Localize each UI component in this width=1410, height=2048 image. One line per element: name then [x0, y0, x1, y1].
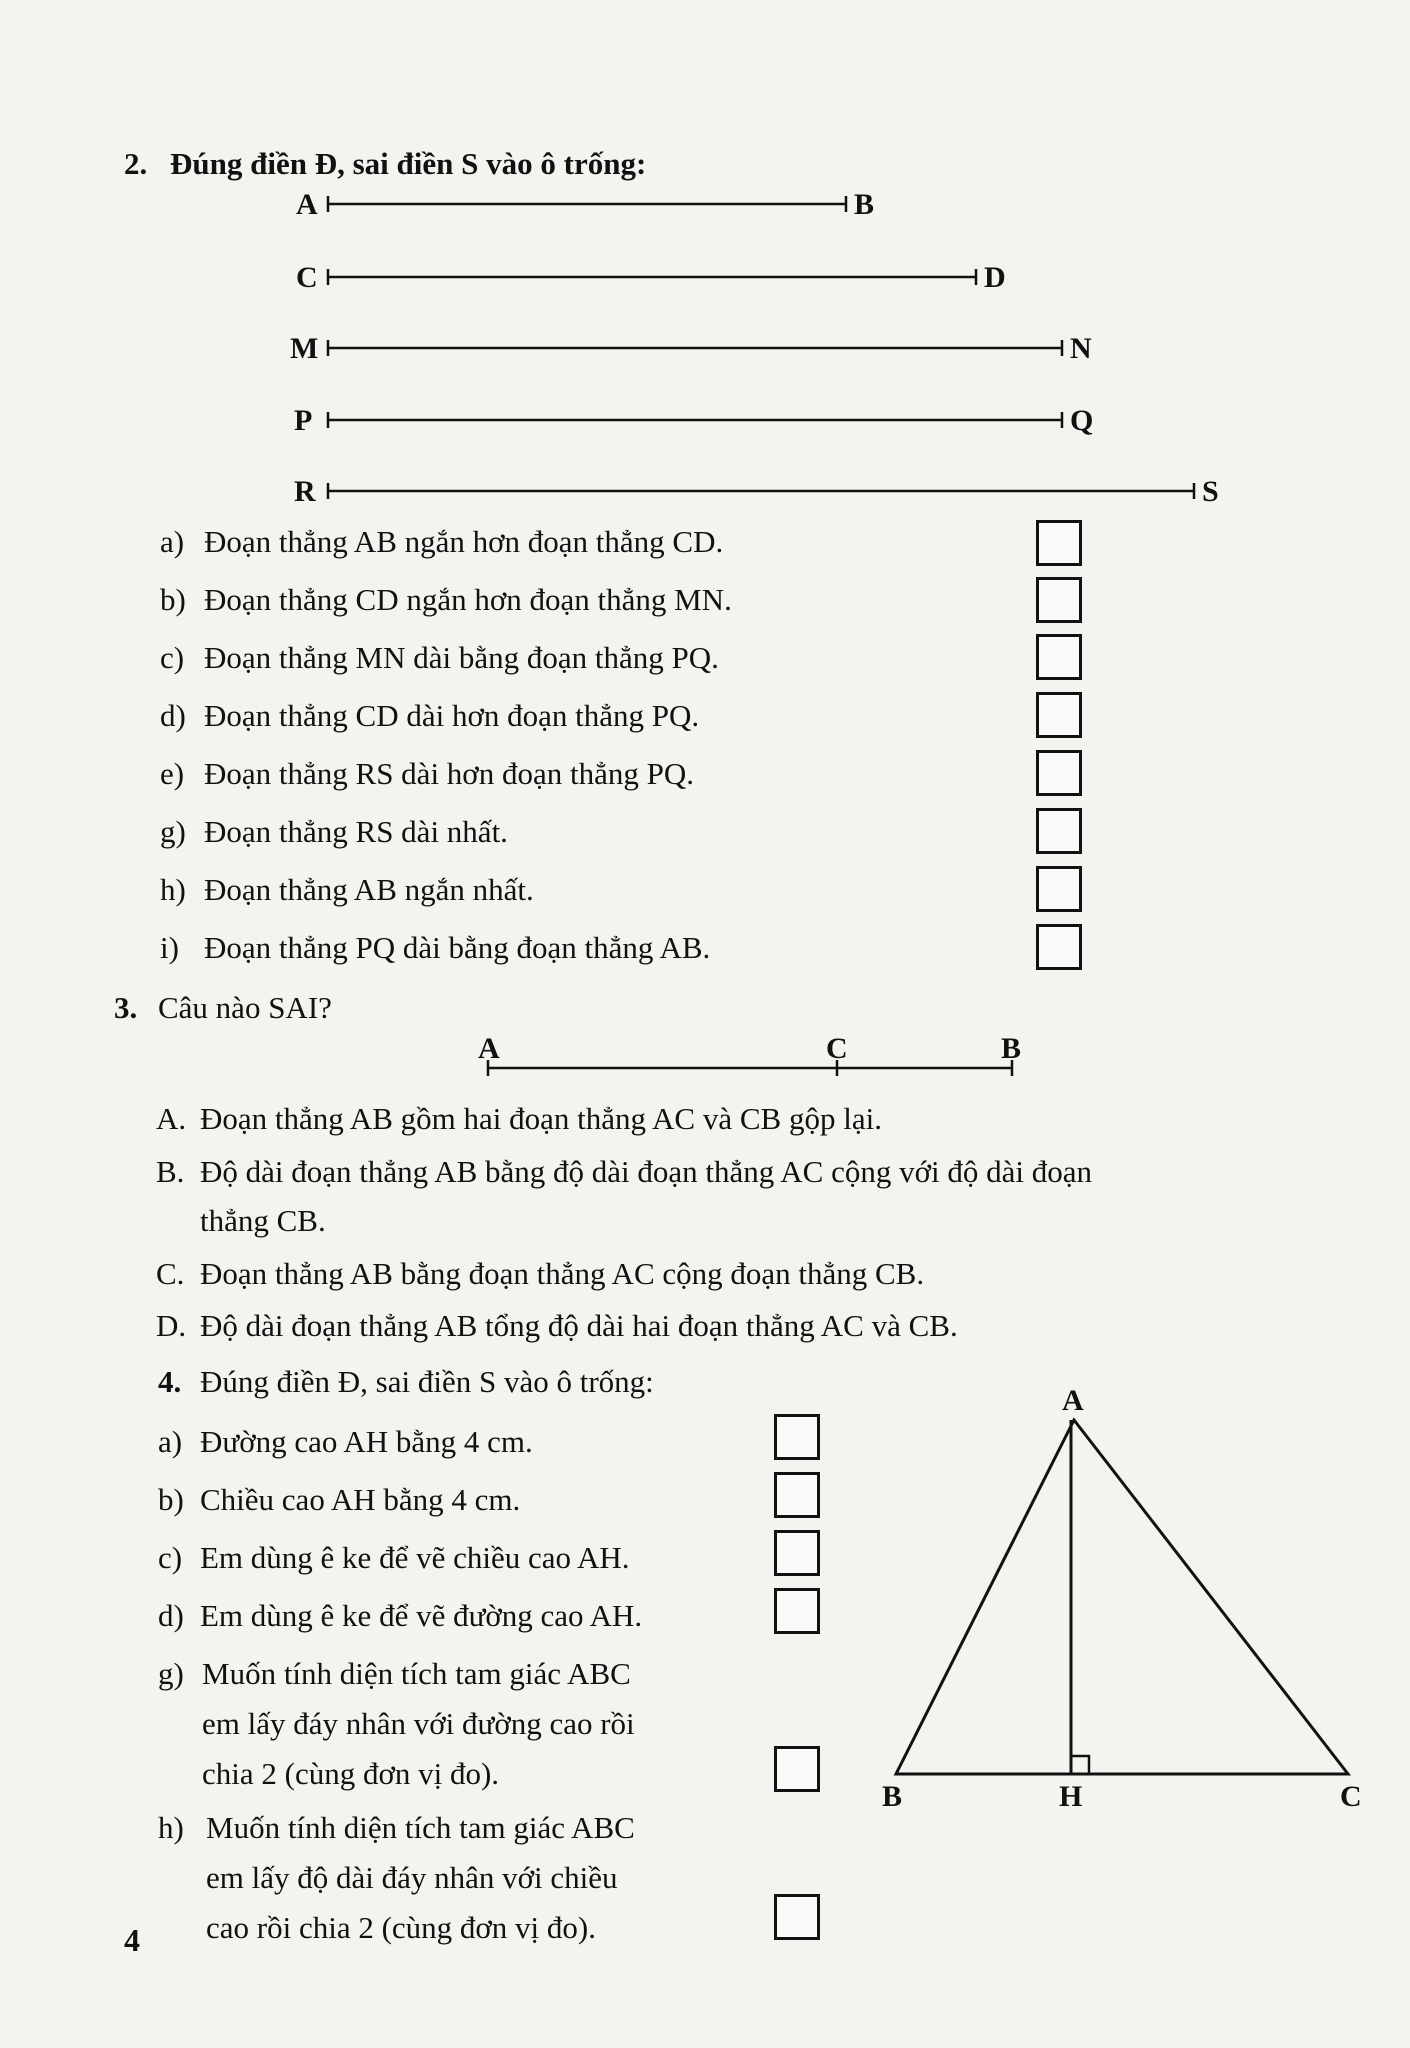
point-label-n: N — [1070, 332, 1092, 365]
triangle-abc — [896, 1420, 1348, 1774]
q4-item-text: em lấy đáy nhân với đường cao rồi — [202, 1706, 635, 1741]
q2-item-text: Đoạn thẳng MN dài bằng đoạn thẳng PQ. — [204, 640, 719, 675]
point-label-r: R — [294, 475, 316, 508]
q2-number: 2. — [124, 146, 148, 181]
q4-item-label: a) — [158, 1424, 183, 1459]
q3-option-text: Đoạn thẳng AB bằng đoạn thẳng AC cộng đoạn thẳng CB. — [200, 1256, 925, 1291]
q3-number: 3. — [114, 990, 138, 1025]
q3-option-text: thẳng CB. — [200, 1203, 326, 1238]
q4-item-text: Muốn tính diện tích tam giác ABC — [202, 1656, 631, 1691]
q2-item-label: e) — [160, 756, 185, 791]
point-label-p: P — [294, 404, 313, 437]
q2-item-label: g) — [160, 814, 186, 849]
q2-item-text: Đoạn thẳng AB ngắn hơn đoạn thẳng CD. — [204, 524, 724, 559]
q2-title: Đúng điền Đ, sai điền S vào ô trống: — [170, 146, 647, 181]
q3-option-text: Đoạn thẳng AB gồm hai đoạn thẳng AC và CB gộp lại. — [200, 1101, 882, 1136]
q4-item-text: Muốn tính diện tích tam giác ABC — [206, 1810, 635, 1845]
q3-point-b: B — [1001, 1032, 1022, 1065]
q4-item-text: chia 2 (cùng đơn vị đo). — [202, 1756, 500, 1791]
q4-item-text: Đường cao AH bằng 4 cm. — [200, 1424, 533, 1459]
q3-title: Câu nào SAI? — [158, 990, 332, 1025]
q3-option-label: B. — [156, 1154, 185, 1189]
point-label-b: B — [854, 188, 875, 221]
q2-item-label: i) — [160, 930, 179, 965]
q2-item-label: h) — [160, 872, 186, 907]
q4-item-label: c) — [158, 1540, 183, 1575]
q4-item-label: d) — [158, 1598, 184, 1633]
q2-item-text: Đoạn thẳng RS dài hơn đoạn thẳng PQ. — [204, 756, 694, 791]
q2-item-label: b) — [160, 582, 186, 617]
q2-item-text: Đoạn thẳng RS dài nhất. — [204, 814, 508, 849]
q3-option-text: Độ dài đoạn thẳng AB bằng độ dài đoạn thẳng AC cộng với độ dài đoạn — [200, 1154, 1093, 1189]
q2-item-label: c) — [160, 640, 185, 675]
q2-item-label: a) — [160, 524, 185, 559]
q4-item-text: Em dùng ê ke để vẽ chiều cao AH. — [200, 1540, 630, 1575]
point-label-m: M — [290, 332, 319, 365]
triangle-foot-h: H — [1059, 1780, 1083, 1813]
q4-number: 4. — [158, 1364, 182, 1399]
triangle-vertex-a: A — [1062, 1384, 1084, 1417]
q3-option-text: Độ dài đoạn thẳng AB tổng độ dài hai đoạn thẳng AC và CB. — [200, 1308, 958, 1343]
q2-item-text: Đoạn thẳng PQ dài bằng đoạn thẳng AB. — [204, 930, 711, 965]
point-label-c: C — [296, 261, 318, 294]
q4-item-label: b) — [158, 1482, 184, 1517]
q2-item-text: Đoạn thẳng CD dài hơn đoạn thẳng PQ. — [204, 698, 700, 733]
q4-item-text: em lấy độ dài đáy nhân với chiều — [206, 1860, 618, 1895]
q4-item-text: cao rồi chia 2 (cùng đơn vị đo). — [206, 1910, 596, 1945]
q3-option-label: D. — [156, 1308, 187, 1343]
point-label-a: A — [296, 188, 318, 221]
q3-point-c: C — [826, 1032, 848, 1065]
point-label-q: Q — [1070, 404, 1094, 437]
triangle-vertex-b: B — [882, 1780, 903, 1813]
q2-item-label: d) — [160, 698, 186, 733]
q4-item-text: Em dùng ê ke để vẽ đường cao AH. — [200, 1598, 643, 1633]
right-angle-mark — [1071, 1756, 1089, 1774]
q2-item-text: Đoạn thẳng CD ngắn hơn đoạn thẳng MN. — [204, 582, 732, 617]
q4-title: Đúng điền Đ, sai điền S vào ô trống: — [200, 1364, 654, 1399]
point-label-d: D — [984, 261, 1006, 294]
point-label-s: S — [1202, 475, 1219, 508]
triangle-vertex-c: C — [1340, 1780, 1362, 1813]
q3-option-label: A. — [156, 1101, 187, 1136]
q2-item-text: Đoạn thẳng AB ngắn nhất. — [204, 872, 534, 907]
q4-item-label: h) — [158, 1810, 184, 1845]
q4-item-text: Chiều cao AH bằng 4 cm. — [200, 1482, 521, 1517]
q3-option-label: C. — [156, 1256, 185, 1291]
q3-point-a: A — [478, 1032, 500, 1065]
page-number: 4 — [124, 1922, 140, 1958]
q4-item-label: g) — [158, 1656, 184, 1691]
